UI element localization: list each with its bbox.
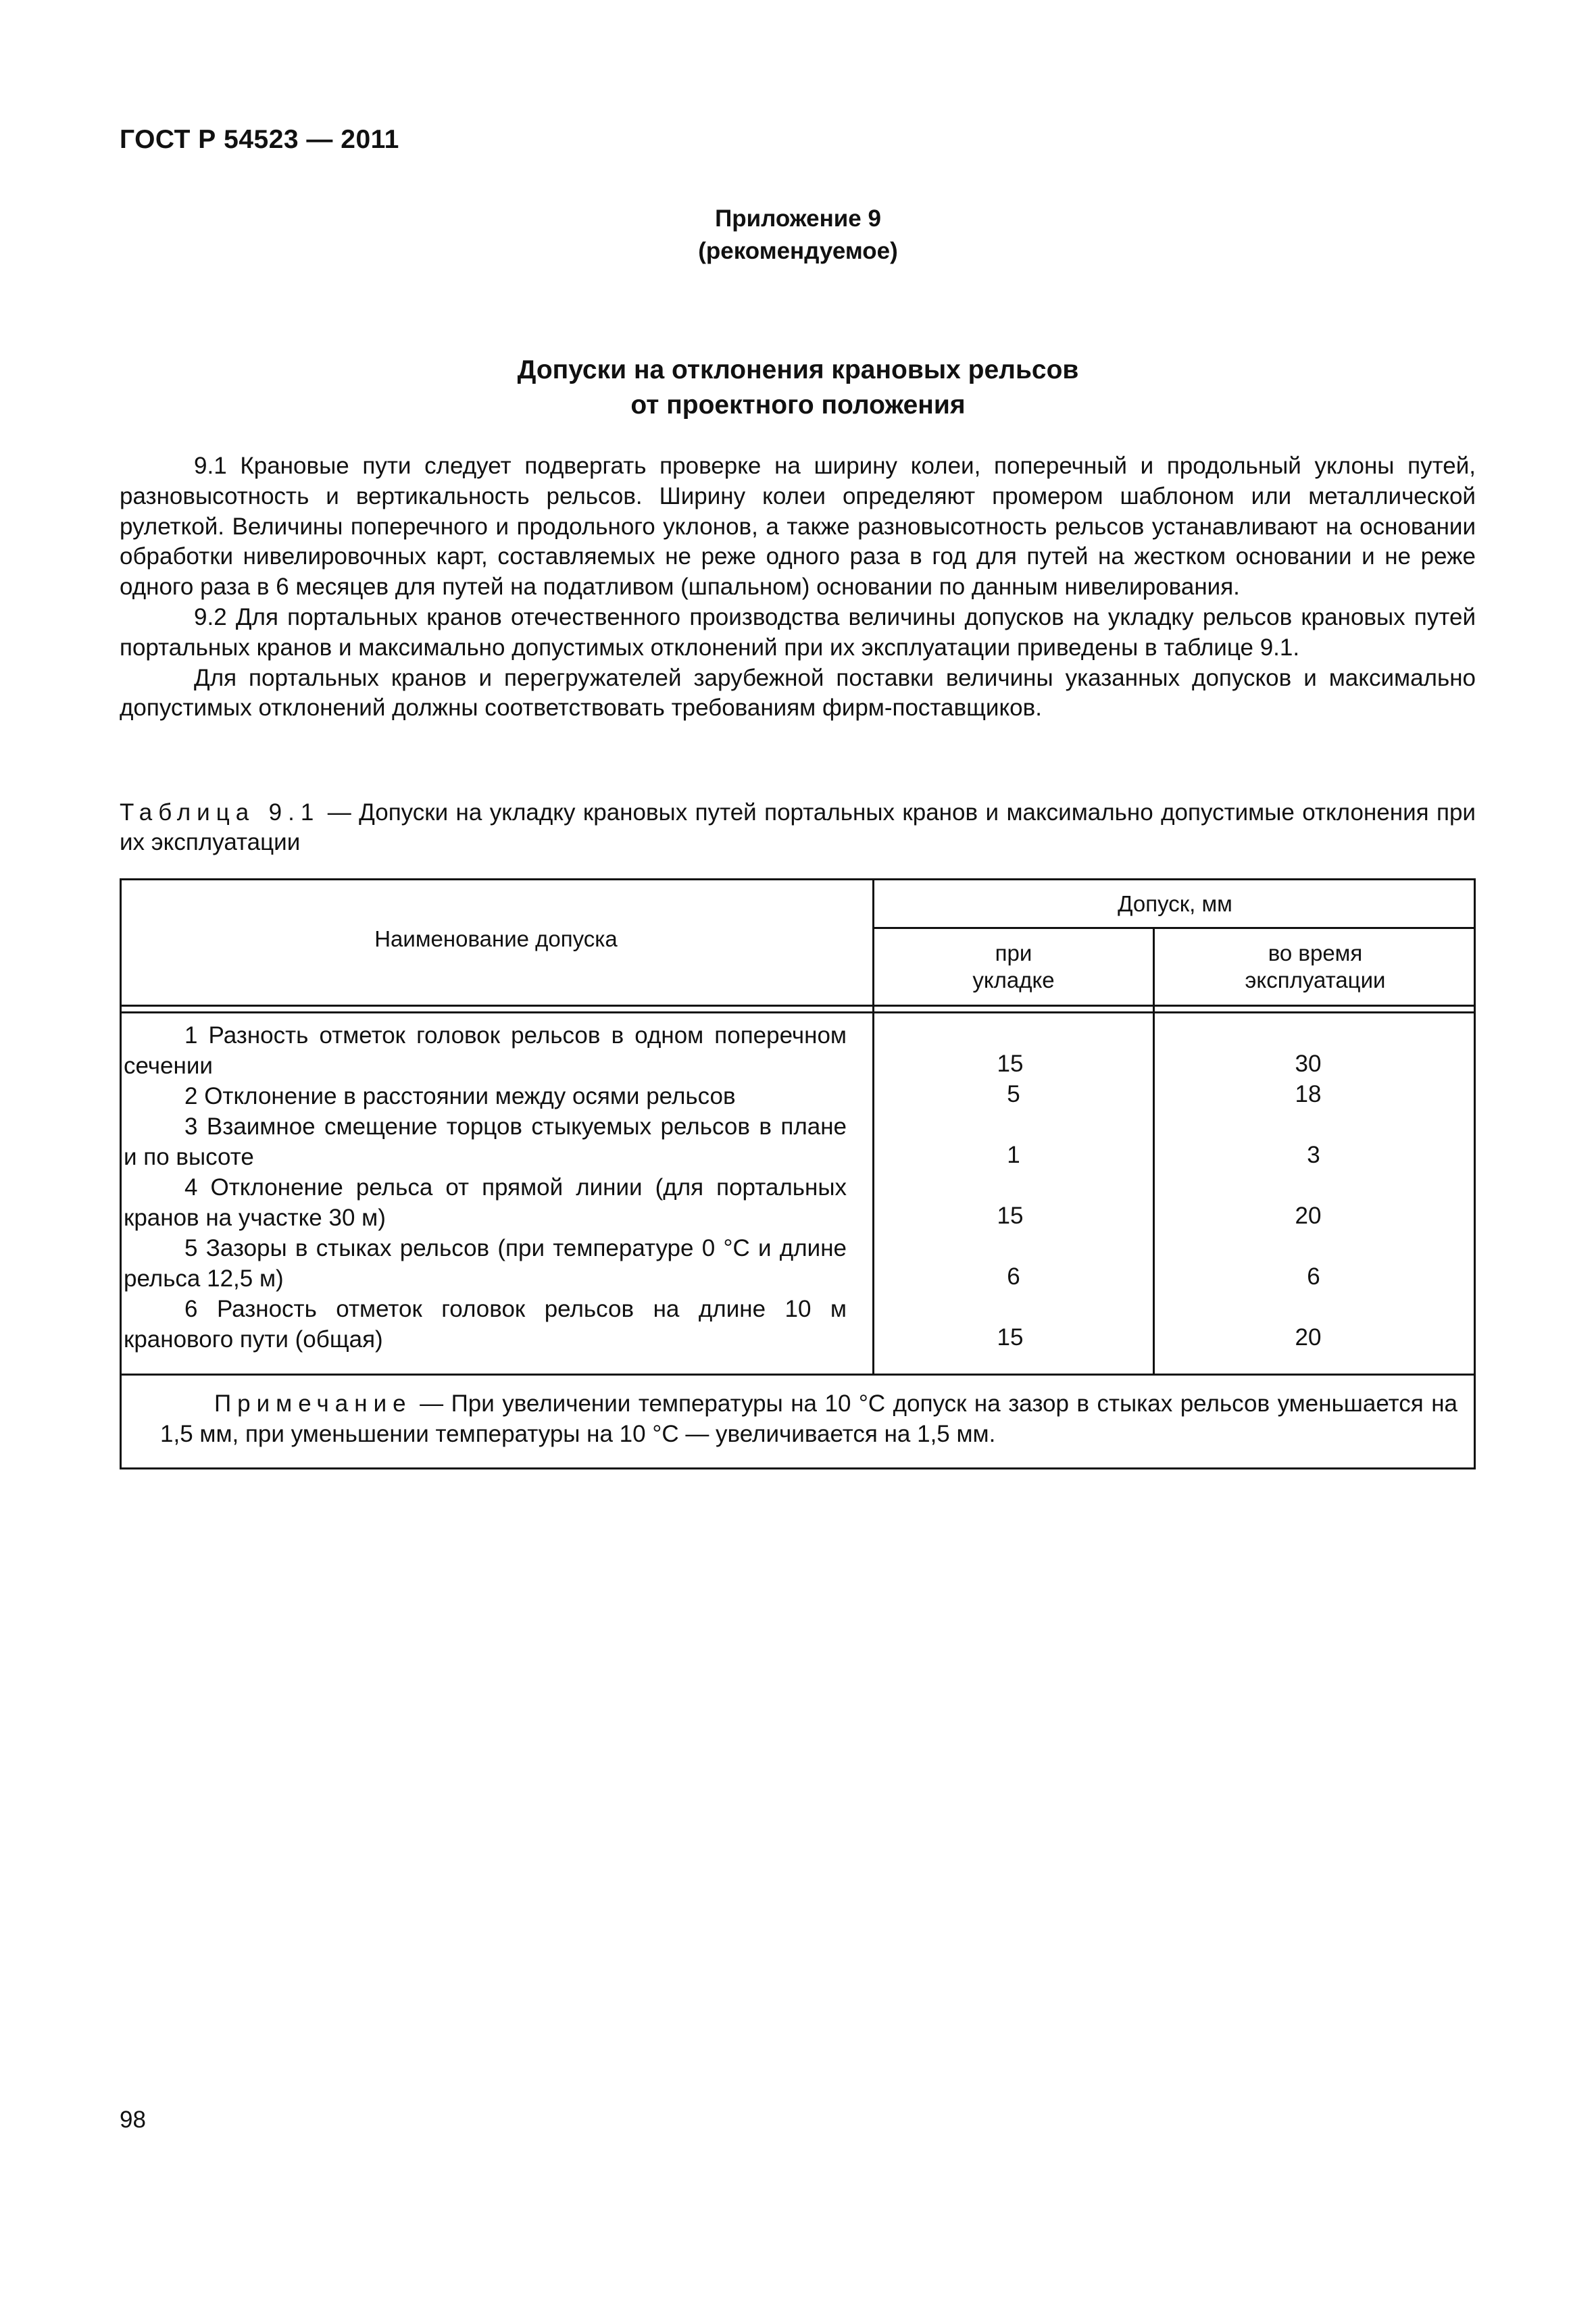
paragraph-9-1: 9.1 Крановые пути следует подвергать проверке на ширину колеи, поперечный и продольный уклоны путей, разновысотность и вертикальность рельсов. Ширину колеи определяют промером шаблоном или металлической рулеткой. Величины поперечного и продольного уклонов, а также разновысотность рельсов устанавливают на основании обработки нивелировочных карт, составляемых не реже одного раза в год для путей на жестком основании и не реже одного раза в 6 месяцев для путей на податливом (шпальном) основании по данным нивелирования.: [120, 453, 1476, 601]
header-col-operation-line-1: во время: [1268, 940, 1363, 965]
table-row-5-name: 5 Зазоры в стыках рельсов (при температуре 0 °С и длине рельса 12,5 м): [124, 1235, 847, 1292]
section-title-line-1: Допуски на отклонения крановых рельсов: [517, 355, 1079, 384]
table-row-6-operation: 20: [1295, 1324, 1322, 1351]
section-title: [0, 353, 1596, 423]
table-header-rule-2: [120, 1011, 1476, 1013]
table-row-5-operation: 6: [1307, 1263, 1320, 1290]
page-number: 98: [120, 2107, 146, 2133]
section-title-line-2: от проектного положения: [630, 391, 966, 420]
table-note-rule: [120, 1374, 1476, 1376]
document-code: ГОСТ Р 54523 — 2011: [120, 125, 399, 154]
header-col-laying-line-2: укладке: [972, 967, 1055, 992]
table-row-3-laying: 1: [1007, 1142, 1020, 1168]
table-divider-vertical-2: [1153, 927, 1155, 1375]
body-text: [120, 451, 1476, 724]
appendix-status: (рекомендуемое): [698, 238, 898, 264]
table-row-6-name: 6 Разность отметок головок рельсов на длине 10 м кранового пути (общая): [124, 1296, 847, 1353]
paragraph-9-2: 9.2 Для портальных кранов отечественного производства величины допусков на укладку рельсов крановых путей портальных кранов и максимально допустимых отклонений при их эксплуатации приведены в таблице 9.1.: [120, 603, 1476, 661]
table-row-1-operation: 30: [1295, 1051, 1322, 1077]
table-row-4-operation: 20: [1295, 1203, 1322, 1229]
table-note-label: Примечание: [214, 1390, 412, 1417]
table-row-2-name: 2 Отклонение в расстоянии между осями рельсов: [184, 1083, 736, 1109]
appendix-title: Приложение 9: [715, 205, 881, 232]
table-row-2-laying: 5: [1007, 1081, 1020, 1107]
header-col-laying: [874, 940, 1153, 994]
table-divider-group: [872, 927, 1476, 929]
table-row-5-laying: 6: [1007, 1263, 1020, 1290]
table-row-6-laying: 15: [997, 1324, 1024, 1351]
table-row-3-name: 3 Взаимное смещение торцов стыкуемых рельсов в плане и по высоте: [124, 1113, 847, 1170]
table-row-1-laying: 15: [997, 1051, 1024, 1077]
table-caption: [120, 798, 1476, 857]
table-row-4-name: 4 Отклонение рельса от прямой линии (для портальных кранов на участке 30 м): [124, 1174, 847, 1231]
paragraph-foreign-cranes: Для портальных кранов и перегружателей зарубежной поставки величины указанных допусков и максимально допустимых отклонений должны соответствовать требованиям фирм-поставщиков.: [120, 664, 1476, 722]
table-row-3-operation: 3: [1307, 1142, 1320, 1168]
table-row-4-laying: 15: [997, 1203, 1024, 1229]
table-note: [160, 1388, 1457, 1449]
table-row-2-operation: 18: [1295, 1081, 1322, 1107]
table-header-rule-1: [120, 1005, 1476, 1007]
table-row-1-name: 1 Разность отметок головок рельсов в одном поперечном сечении: [124, 1022, 847, 1079]
header-name: Наименование допуска: [374, 926, 618, 951]
header-col-operation-line-2: эксплуатации: [1245, 967, 1386, 992]
table-caption-text: — Допуски на укладку крановых путей портальных кранов и максимально допустимые отклонения при их эксплуатации: [120, 799, 1476, 855]
header-col-laying-line-1: при: [995, 940, 1032, 965]
table-note-text: — При увеличении температуры на 10 °С допуск на зазор в стыках рельсов уменьшается на 1,5 мм, при уменьшении температуры на 10 °С — увеличивается на 1,5 мм.: [160, 1390, 1457, 1447]
header-group: Допуск, мм: [1118, 891, 1232, 916]
table-caption-label: Таблица 9.1: [120, 799, 320, 826]
header-col-operation: [1155, 940, 1476, 994]
